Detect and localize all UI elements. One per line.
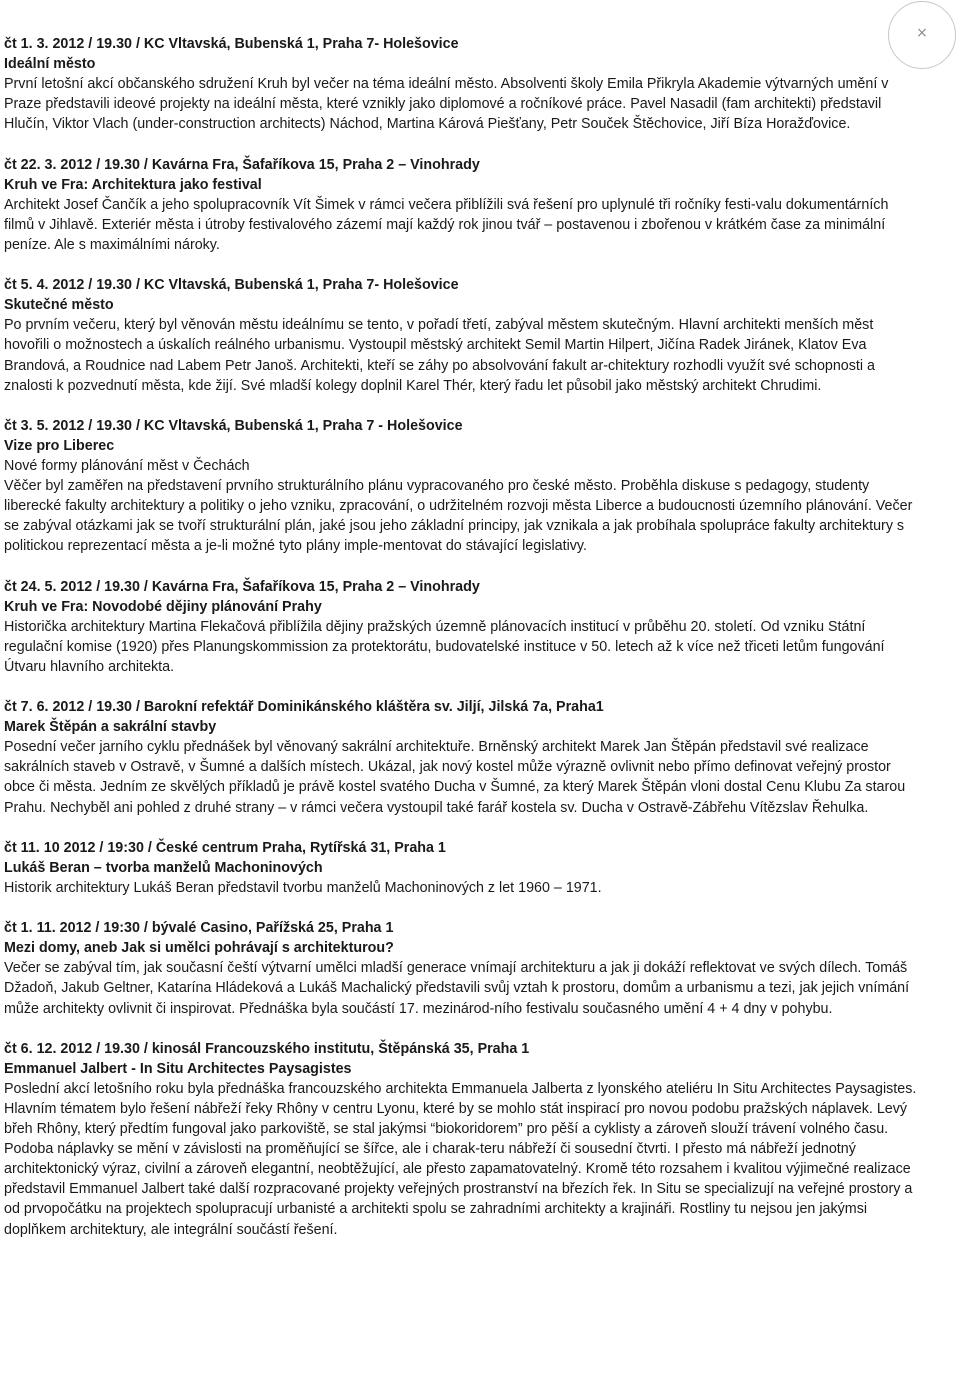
event-heading: čt 3. 5. 2012 / 19.30 / KC Vltavská, Bubenská 1, Praha 7 - Holešovice [4,417,463,434]
event-heading: čt 11. 10 2012 / 19:30 / České centrum Praha, Rytířská 31, Praha 1 [4,839,446,856]
event-heading: čt 1. 11. 2012 / 19:30 / bývalé Casino, Pařížská 25, Praha 1 [4,920,394,937]
event-description: Posední večer jarního cyklu přednášek byl věnovaný sakrální architektuře. Brněnský architekt Marek Jan Štěpán představil své realizace sakrálních staveb v Ostravě, v Šumné a dalších místech. Ukázal, jak nový kostel může výrazně ovlivnit nebo přímo definovat veřejný prostor obce či města. Jedním ze skvělých příkladů je právě kostel svatého Ducha v Šumné, za který Marek Štěpán vloni dostal Cenu Klubu Za starou Prahu. Nechyběl ani pohled z druhé strany – v rámci večera vystoupil také farář kostela sv. Ducha v Ostravě-Zábřehu Vítězslav Řehulka. [4,739,906,816]
event-description: Hlavním tématem bylo řešení nábřeží řeky Rhôny v centru Lyonu, které by se mohlo stát inspirací pro novou podobu pražských náplavek. Levý břeh Rhôny, který předtím fungoval jako parkoviště, se stal jakýmsi “biokoridorem” pro pěší a cyklisty a zároveň slouží trávení volného času. Podoba náplavky se mění v závislosti na proměňující se šířce, ale i charak-teru nábřeží či sousední čtvrti. I přesto má nábřeží jednotný architektonický výraz, civilní a zároveň elegantní, neobtěžující, ale přesto zapamatovatelný. Kromě této rozsahem i kvalitou výjimečné realizace představil Emmanuel Jalbert také další rozpracované projekty veřejných prostranství na březích řek. In Situ se specializují na veřejné prostory a od prvopočátku na projektech spolupracují urbanisté a architekti spolu se zahradními architekty a krajináři. Rostliny tu nejsou jen jakýmsi doplňkem architektury, ale integrální součástí řešení. [4,1100,913,1238]
event-title: Lukáš Beran – tvorba manželů Machoninových [4,859,323,876]
event-description: Historik architektury Lukáš Beran představil tvorbu manželů Machoninových z let 1960 – 1971. [4,879,602,896]
event-description: Věčer byl zaměřen na představení prvního strukturálního plánu vypracovaného pro české město. Proběhla diskuse s pedagogy, studenty liberecké fakulty architektury a politiky o jeho vzniku, zpracování, o udržitelném rozvoji města Liberce a budoucnosti územního plánování. Večer se zabýval otázkami jak se tvoří strukturální plán, jaké jsou jeho základní principy, jak vznikala a jak probíhala spolupráce fakulty architektury s politickou reprezentací města a je-li možné tyto plány imple-mentovat do stávající legislativy. [4,478,913,555]
document-body [4,34,918,1240]
event-entry [4,1039,918,1240]
event-heading: čt 24. 5. 2012 / 19.30 / Kavárna Fra, Šafaříkova 15, Praha 2 – Vinohrady [4,578,480,595]
event-description: Architekt Josef Čančík a jeho spolupracovník Vít Šimek v rámci večera přiblížili svá řešení pro uplynulé tři ročníky festi-valu dokumentárních filmů v Jihlavě. Exteriér města i útroby festivalového zázemí mají každý rok jinou tvář – postavenou i zbořenou v krátkém čase za minimální peníze. Ale s maximálními nároky. [4,196,889,253]
event-description: Historička architektury Martina Flekačová přiblížila dějiny pražských územně plánovacích institucí v průběhu 20. století. Od vzniku Státní regulační komise (1920) přes Planungskommission za protektorátu, budovatelské instituce v 50. letech až k více než třiceti letům fungování Útvaru hlavního architekta. [4,618,885,675]
event-title: Kruh ve Fra: Novodobé dějiny plánování Prahy [4,598,322,615]
event-title: Mezi domy, aneb Jak si umělci pohrávají s architekturou? [4,940,394,957]
event-heading: čt 7. 6. 2012 / 19.30 / Barokní refektář Dominikánského kláštěra sv. Jiljí, Jilská 7a, Praha1 [4,699,604,716]
event-title: Emmanuel Jalbert - In Situ Architectes Paysagistes [4,1060,352,1077]
event-entry [4,838,918,898]
close-icon[interactable]: × [916,25,928,41]
event-title: Ideální město [4,56,96,73]
event-description: Večer se zabýval tím, jak současní čeští výtvarní umělci mladší generace vnímají architekturu a jak ji dokáží reflektovat ve svých dílech. Tomáš Džadoň, Jakub Geltner, Katarína Hládeková a Lukáš Machalický představili svůj vztah k prostoru, domům a urbanismu a tezi, jak jejich vnímání může architekty ovlivnit či inspirovat. Přednáška byla součástí 17. mezinárod-ního festivalu současného umění 4 + 4 dny v pohybu. [4,960,910,1017]
event-title: Skutečné město [4,297,114,314]
event-heading: čt 22. 3. 2012 / 19.30 / Kavárna Fra, Šafaříkova 15, Praha 2 – Vinohrady [4,156,480,173]
event-description: Po prvním večeru, který byl věnován městu ideálnímu se tento, v pořadí třetí, zabýval městem skutečným. Hlavní architekti menších měst hovořili o možnostech a úskalích reálného urbanismu. Vystoupil městský architekt Semil Martin Hilpert, Jičína Radek Jiránek, Klatov Eva Brandová, a Roudnice nad Labem Petr Janoš. Architekti, kteří se záhy po absolvování fakult ar-chitektury rozhodli využít své schopnosti a znalosti k pozvednutí města, kde žijí. Své mladší kolegy doplnil Karel Thér, který řadu let působil jako městský architekt Chrudimi. [4,317,875,394]
event-heading: čt 1. 3. 2012 / 19.30 / KC Vltavská, Bubenská 1, Praha 7- Holešovice [4,36,459,52]
event-entry [4,918,918,1018]
event-entry [4,577,918,677]
event-title: Vize pro Liberec [4,437,115,454]
event-description: Poslední akcí letošního roku byla přednáška francouzského architekta Emmanuela Jalberta z lyonského ateliéru In Situ Architectes Paysagistes. [4,1080,917,1097]
event-title: Kruh ve Fra: Architektura jako festival [4,176,262,193]
event-subtitle: Nové formy plánování měst v Čechách [4,457,250,474]
event-entry [4,697,918,818]
event-heading: čt 6. 12. 2012 / 19.30 / kinosál Francouzského institutu, Štěpánská 35, Praha 1 [4,1040,530,1057]
event-heading: čt 5. 4. 2012 / 19.30 / KC Vltavská, Bubenská 1, Praha 7- Holešovice [4,277,459,294]
event-entry [4,416,918,557]
event-entry [4,34,918,134]
event-description: První letošní akcí občanského sdružení Kruh byl večer na téma ideální město. Absolventi školy Emila Přikryla Akademie výtvarných umění v Praze představili ideové projekty na ideální města, které vznikly jako diplomové a ročníkové práce. Pavel Nasadil (fam architekti) představil Hlučín, Viktor Vlach (under-construction architects) Náchod, Martina Kárová Piešťany, Petr Souček Štěchovice, Jiří Bíza Horažďovice. [4,76,889,133]
event-title: Marek Štěpán a sakrální stavby [4,719,217,736]
event-entry [4,275,918,396]
event-entry [4,155,918,255]
